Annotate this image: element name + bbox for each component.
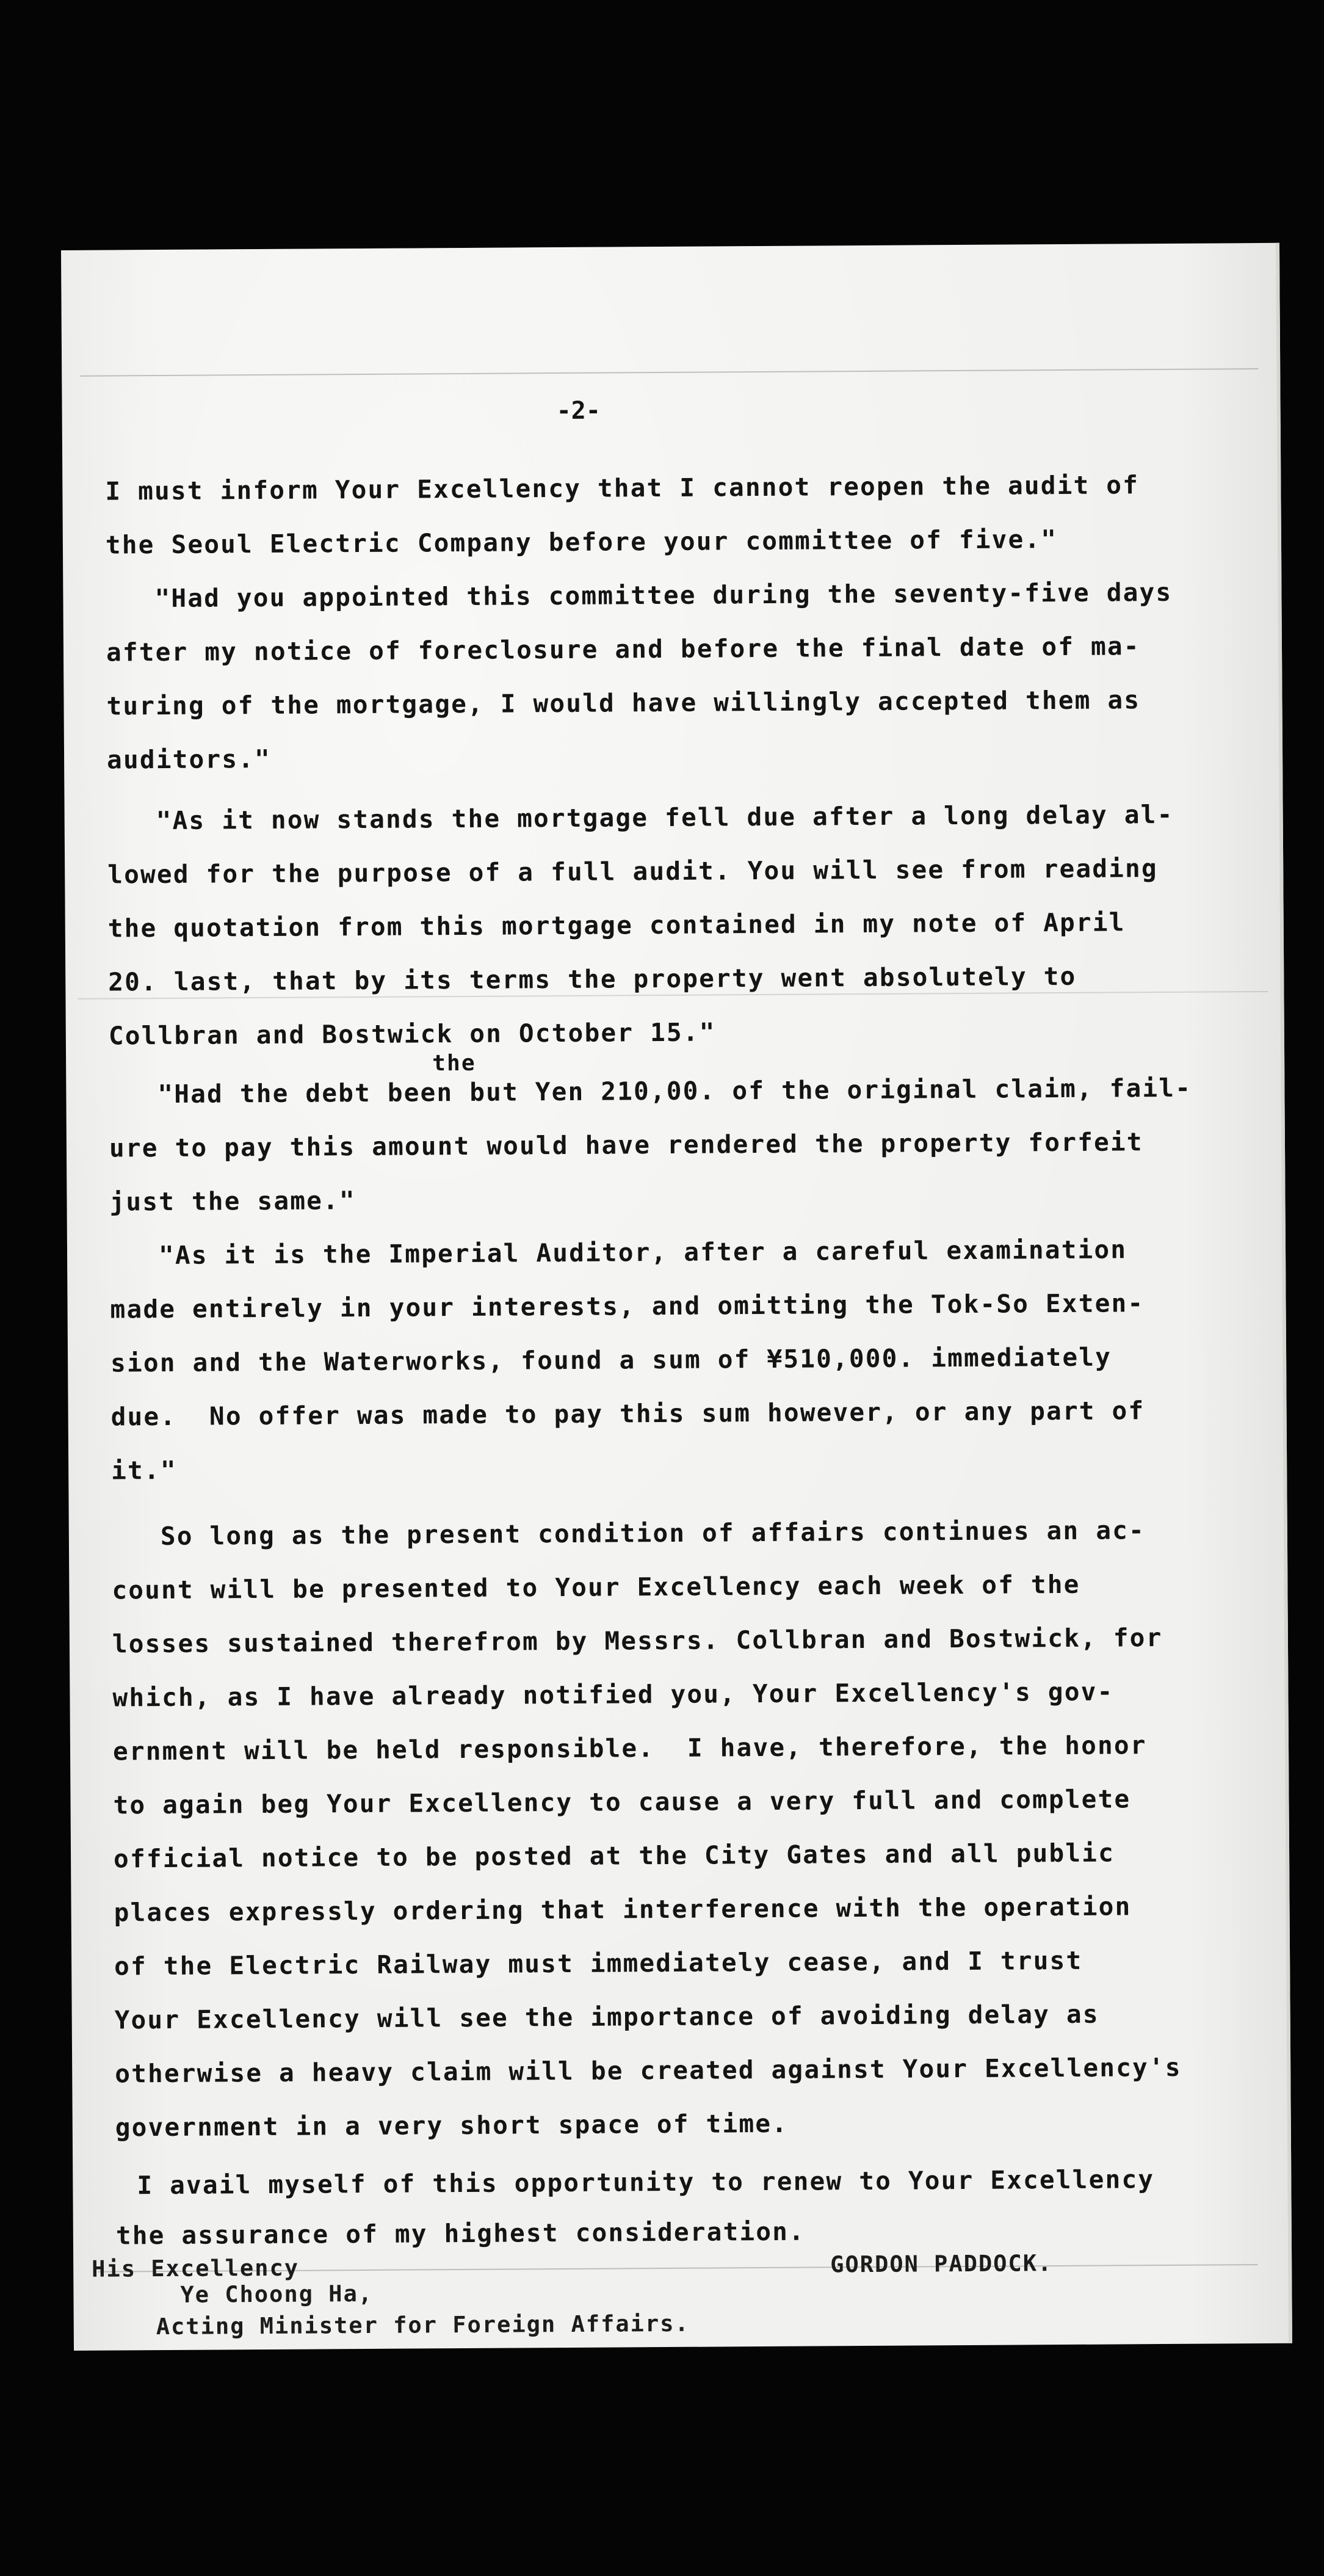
inserted-word: the: [432, 1050, 476, 1076]
text-line: to again beg Your Excellency to cause a very full and complete: [113, 1784, 1131, 1820]
addressee-name: Ye Choong Ha,: [180, 2280, 374, 2308]
text-line: official notice to be posted at the City Gates and all public: [113, 1838, 1115, 1874]
text-line: count will be presented to Your Excellency each week of the: [112, 1569, 1080, 1605]
text-line: Collbran and Bostwick on October 15.": [108, 1017, 716, 1051]
text-line: I avail myself of this opportunity to renew to Your Excellency: [137, 2164, 1155, 2200]
text-line: I must inform Your Excellency that I cannot reopen the audit of: [105, 470, 1140, 506]
text-line: turing of the mortgage, I would have willingly accepted them as: [106, 685, 1141, 721]
addressee-title: His Excellency: [92, 2254, 300, 2282]
text-line: lowed for the purpose of a full audit. You will see from reading: [107, 854, 1158, 890]
text-line: just the same.": [109, 1186, 356, 1217]
text-line: "Had the debt been but Yen 210,00. of the original claim, fail-: [157, 1073, 1192, 1109]
text-line: which, as I have already notified you, Your Excellency's gov-: [112, 1677, 1114, 1713]
text-line: due. No offer was made to pay this sum however, or any part of: [110, 1396, 1145, 1432]
text-line: auditors.": [106, 744, 272, 775]
text-line: So long as the present condition of affairs continues an ac-: [160, 1515, 1146, 1551]
text-line: 20. last, that by its terms the property went absolutely to: [108, 961, 1077, 997]
text-line: government in a very short space of time.: [115, 2108, 789, 2142]
text-line: ernment will be held responsible. I have, therefore, the honor: [112, 1730, 1147, 1766]
text-line: the Seoul Electric Company before your committee of five.": [105, 524, 1058, 560]
text-line: places expressly ordering that interference with the operation: [114, 1892, 1132, 1928]
page-number: -2-: [556, 396, 601, 426]
addressee-office: Acting Minister for Foreign Affairs.: [156, 2310, 690, 2340]
text-line: losses sustained therefrom by Messrs. Collbran and Bostwick, for: [112, 1623, 1163, 1659]
text-line: made entirely in your interests, and omitting the Tok-So Exten-: [110, 1288, 1145, 1324]
text-line: Your Excellency will see the importance of avoiding delay as: [114, 1999, 1099, 2035]
text-line: of the Electric Railway must immediately cease, and I trust: [114, 1945, 1083, 1981]
signature: GORDON PADDOCK.: [830, 2250, 1053, 2278]
text-line: "As it now stands the mortgage fell due after a long delay al-: [156, 799, 1174, 836]
ruled-line: [80, 368, 1258, 377]
closing-line: the assurance of my highest consideration.: [115, 2216, 806, 2251]
text-line: ure to pay this amount would have rendered the property forfeit: [109, 1127, 1143, 1163]
text-line: "As it is the Imperial Auditor, after a careful examination: [158, 1235, 1127, 1271]
text-line: "Had you appointed this committee during the seventy-five days: [154, 577, 1173, 614]
text-line: otherwise a heavy claim will be created against Your Excellency's: [115, 2052, 1182, 2089]
text-line: it.": [111, 1455, 177, 1486]
document-page: [61, 243, 1292, 2351]
text-line: sion and the Waterworks, found a sum of ¥510,000. immediately: [110, 1342, 1112, 1378]
text-line: after my notice of foreclosure and before the final date of ma-: [106, 631, 1140, 667]
text-line: the quotation from this mortgage contained in my note of April: [107, 907, 1126, 943]
